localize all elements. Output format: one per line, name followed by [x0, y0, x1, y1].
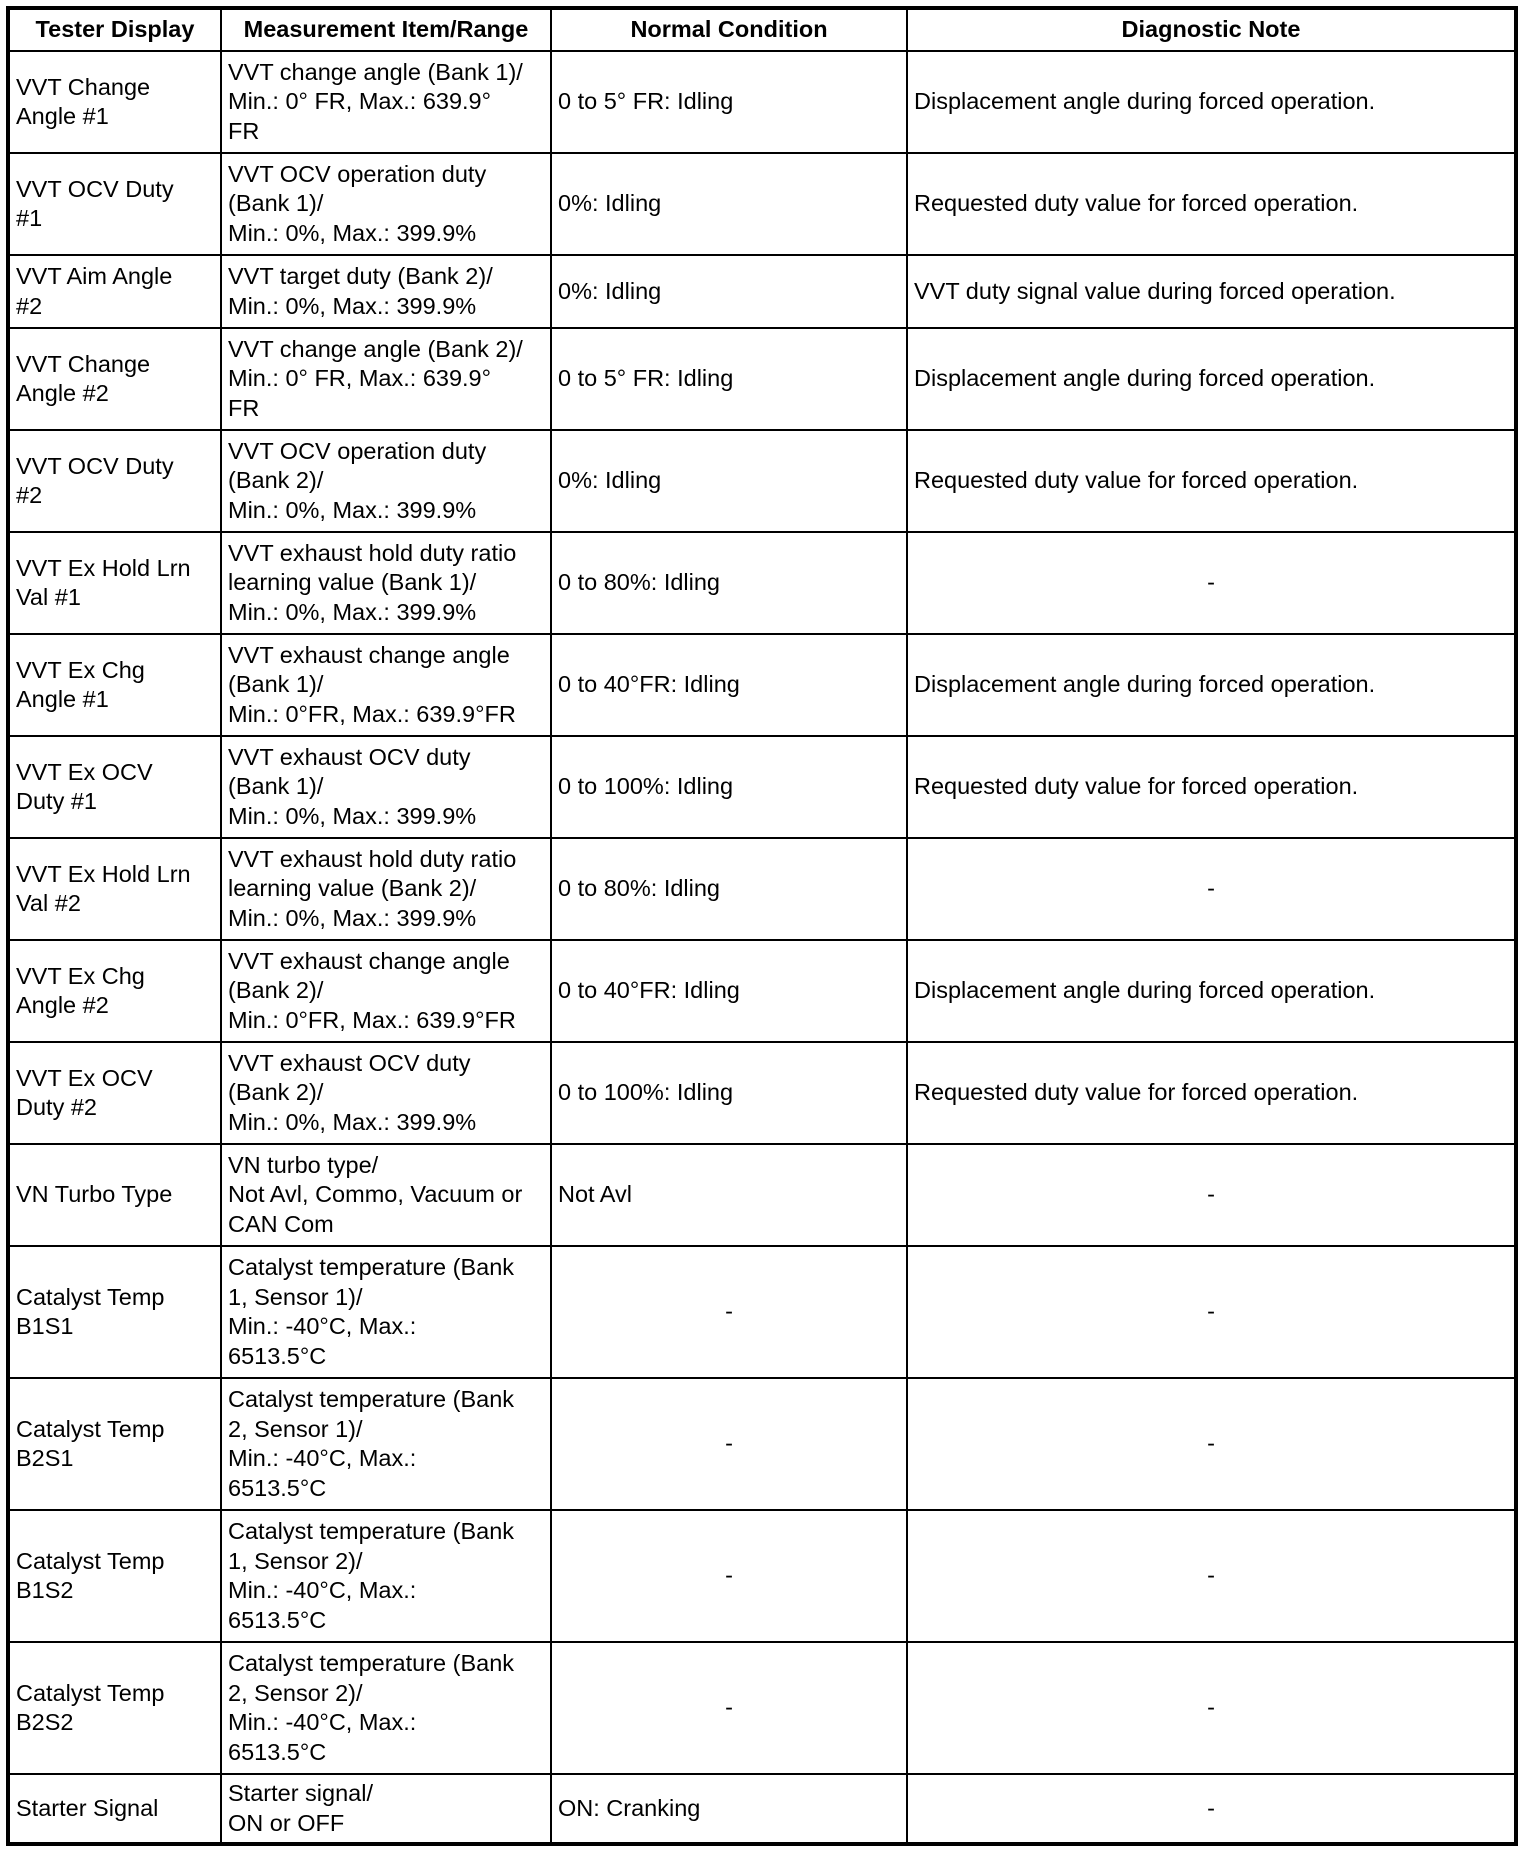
cell-normal-condition: Not Avl — [551, 1144, 907, 1246]
table-row — [8, 1378, 1516, 1510]
cell-normal-condition: 0 to 40°FR: Idling — [551, 634, 907, 736]
cell-measurement-item: VVT exhaust change angle (Bank 2)/ Min.: 0°FR, Max.: 639.9°FR — [221, 940, 551, 1042]
cell-measurement-item: VVT exhaust change angle (Bank 1)/ Min.: 0°FR, Max.: 639.9°FR — [221, 634, 551, 736]
cell-tester-display: Catalyst Temp B1S1 — [8, 1246, 221, 1378]
cell-tester-display: Catalyst Temp B2S2 — [8, 1642, 221, 1774]
data-table-container — [6, 6, 1514, 1846]
table-row — [8, 1774, 1516, 1844]
cell-tester-display: Catalyst Temp B1S2 — [8, 1510, 221, 1642]
cell-diagnostic-note: Requested duty value for forced operation. — [907, 430, 1516, 532]
cell-diagnostic-note: Requested duty value for forced operation. — [907, 736, 1516, 838]
cell-diagnostic-note: - — [907, 838, 1516, 940]
header-diagnostic-note: Diagnostic Note — [907, 8, 1516, 51]
cell-measurement-item: VVT target duty (Bank 2)/ Min.: 0%, Max.: 399.9% — [221, 255, 551, 328]
table-row — [8, 1246, 1516, 1378]
cell-measurement-item: VVT OCV operation duty (Bank 2)/ Min.: 0%, Max.: 399.9% — [221, 430, 551, 532]
cell-measurement-item: VVT exhaust hold duty ratio learning value (Bank 2)/ Min.: 0%, Max.: 399.9% — [221, 838, 551, 940]
cell-diagnostic-note: - — [907, 1642, 1516, 1774]
cell-diagnostic-note: VVT duty signal value during forced operation. — [907, 255, 1516, 328]
cell-normal-condition: 0 to 100%: Idling — [551, 1042, 907, 1144]
table-header-row — [8, 8, 1516, 51]
table-row — [8, 1642, 1516, 1774]
cell-tester-display: VVT Ex OCV Duty #1 — [8, 736, 221, 838]
cell-measurement-item: Catalyst temperature (Bank 1, Sensor 1)/ Min.: -40°C, Max.: 6513.5°C — [221, 1246, 551, 1378]
cell-measurement-item: Starter signal/ ON or OFF — [221, 1774, 551, 1844]
header-normal-condition: Normal Condition — [551, 8, 907, 51]
table-row — [8, 736, 1516, 838]
cell-normal-condition: 0 to 5° FR: Idling — [551, 328, 907, 430]
cell-tester-display: VVT Aim Angle #2 — [8, 255, 221, 328]
table-row — [8, 328, 1516, 430]
cell-measurement-item: VVT exhaust OCV duty (Bank 1)/ Min.: 0%, Max.: 399.9% — [221, 736, 551, 838]
cell-diagnostic-note: Requested duty value for forced operation. — [907, 153, 1516, 255]
cell-normal-condition: 0 to 80%: Idling — [551, 838, 907, 940]
table-row — [8, 532, 1516, 634]
cell-tester-display: VVT Ex OCV Duty #2 — [8, 1042, 221, 1144]
cell-measurement-item: Catalyst temperature (Bank 2, Sensor 2)/ Min.: -40°C, Max.: 6513.5°C — [221, 1642, 551, 1774]
cell-tester-display: VVT OCV Duty #2 — [8, 430, 221, 532]
cell-measurement-item: Catalyst temperature (Bank 1, Sensor 2)/ Min.: -40°C, Max.: 6513.5°C — [221, 1510, 551, 1642]
cell-normal-condition: 0%: Idling — [551, 430, 907, 532]
cell-diagnostic-note: - — [907, 1246, 1516, 1378]
header-measurement-item: Measurement Item/Range — [221, 8, 551, 51]
cell-normal-condition: 0 to 40°FR: Idling — [551, 940, 907, 1042]
table-row — [8, 430, 1516, 532]
cell-diagnostic-note: Displacement angle during forced operation. — [907, 634, 1516, 736]
cell-measurement-item: VVT change angle (Bank 1)/ Min.: 0° FR, Max.: 639.9° FR — [221, 51, 551, 153]
cell-diagnostic-note: - — [907, 1510, 1516, 1642]
cell-tester-display: VVT Change Angle #1 — [8, 51, 221, 153]
table-row — [8, 153, 1516, 255]
cell-tester-display: Starter Signal — [8, 1774, 221, 1844]
cell-diagnostic-note: - — [907, 1378, 1516, 1510]
table-row — [8, 634, 1516, 736]
cell-diagnostic-note: Displacement angle during forced operation. — [907, 51, 1516, 153]
cell-normal-condition: 0%: Idling — [551, 255, 907, 328]
cell-measurement-item: VVT exhaust hold duty ratio learning value (Bank 1)/ Min.: 0%, Max.: 399.9% — [221, 532, 551, 634]
cell-tester-display: VVT OCV Duty #1 — [8, 153, 221, 255]
cell-diagnostic-note: Displacement angle during forced operation. — [907, 940, 1516, 1042]
cell-normal-condition: - — [551, 1246, 907, 1378]
cell-measurement-item: Catalyst temperature (Bank 2, Sensor 1)/ Min.: -40°C, Max.: 6513.5°C — [221, 1378, 551, 1510]
table-row — [8, 1042, 1516, 1144]
tester-data-table — [6, 6, 1518, 1846]
table-row — [8, 1144, 1516, 1246]
cell-normal-condition: - — [551, 1378, 907, 1510]
table-row — [8, 255, 1516, 328]
cell-normal-condition: 0 to 80%: Idling — [551, 532, 907, 634]
cell-tester-display: VVT Ex Chg Angle #1 — [8, 634, 221, 736]
table-row — [8, 1510, 1516, 1642]
cell-measurement-item: VVT OCV operation duty (Bank 1)/ Min.: 0%, Max.: 399.9% — [221, 153, 551, 255]
cell-tester-display: VVT Ex Hold Lrn Val #2 — [8, 838, 221, 940]
header-tester-display: Tester Display — [8, 8, 221, 51]
cell-normal-condition: 0%: Idling — [551, 153, 907, 255]
cell-diagnostic-note: - — [907, 532, 1516, 634]
table-row — [8, 51, 1516, 153]
cell-diagnostic-note: Displacement angle during forced operation. — [907, 328, 1516, 430]
cell-measurement-item: VN turbo type/ Not Avl, Commo, Vacuum or CAN Com — [221, 1144, 551, 1246]
cell-normal-condition: - — [551, 1510, 907, 1642]
cell-measurement-item: VVT change angle (Bank 2)/ Min.: 0° FR, Max.: 639.9° FR — [221, 328, 551, 430]
cell-normal-condition: ON: Cranking — [551, 1774, 907, 1844]
cell-tester-display: VVT Change Angle #2 — [8, 328, 221, 430]
cell-tester-display: Catalyst Temp B2S1 — [8, 1378, 221, 1510]
table-row — [8, 838, 1516, 940]
cell-normal-condition: - — [551, 1642, 907, 1774]
cell-normal-condition: 0 to 100%: Idling — [551, 736, 907, 838]
cell-tester-display: VVT Ex Hold Lrn Val #1 — [8, 532, 221, 634]
cell-measurement-item: VVT exhaust OCV duty (Bank 2)/ Min.: 0%, Max.: 399.9% — [221, 1042, 551, 1144]
cell-tester-display: VN Turbo Type — [8, 1144, 221, 1246]
cell-tester-display: VVT Ex Chg Angle #2 — [8, 940, 221, 1042]
table-row — [8, 940, 1516, 1042]
cell-diagnostic-note: - — [907, 1144, 1516, 1246]
cell-diagnostic-note: Requested duty value for forced operation. — [907, 1042, 1516, 1144]
cell-diagnostic-note: - — [907, 1774, 1516, 1844]
cell-normal-condition: 0 to 5° FR: Idling — [551, 51, 907, 153]
